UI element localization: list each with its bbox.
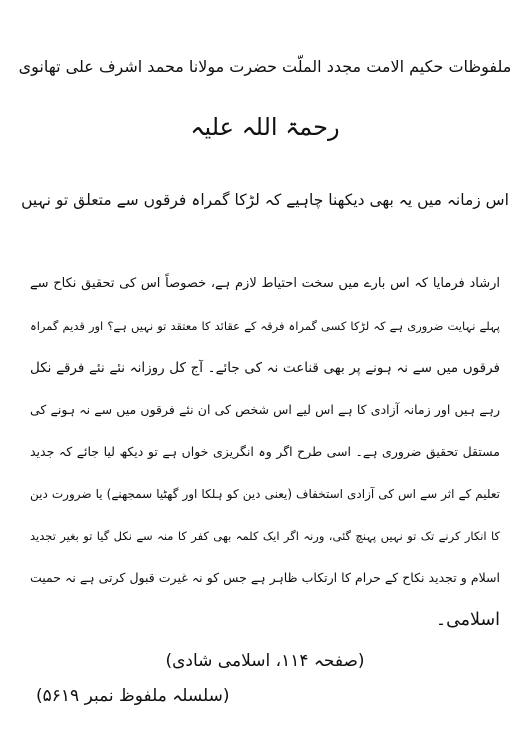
source-reference: (صفحہ ۱۱۴، اسلامی شادی) — [165, 651, 365, 671]
body-line: اسلام و تجدید نکاح کے حرام کا ارتکاب ظاہر ہے جس کو نہ غیرت قبول کرتی ہے نہ حمیت — [30, 570, 500, 585]
body-line: ارشاد فرمایا کہ اس بارے میں سخت احتیاط لازم ہے، خصوصاً اس کی تحقیق نکاح سے — [30, 276, 500, 291]
body-line: اسلامی۔ — [435, 610, 500, 630]
body-line: پہلے نہایت ضروری ہے کہ لڑکا کسی گمراہ فرقہ کے عقائد کا معتقد تو نہیں ہے؟ اور قدیم گمراہ — [30, 319, 500, 333]
body-line: مستقل تحقیق ضروری ہے۔ اسی طرح اگر وہ انگریزی خواں ہے تو دیکھ لیا جائے کہ جدید — [30, 444, 500, 459]
section-heading: اس زمانہ میں یہ بھی دیکھنا چاہیے کہ لڑکا گمراہ فرقوں سے متعلق تو نہیں — [21, 191, 509, 209]
title-line-2: رحمۃ اللہ علیہ — [190, 113, 340, 141]
body-line: رہے ہیں اور زمانہ آزادی کا ہے اس لیے اس شخص کی ان نئے فرقوں میں سے نہ ہونے کی — [30, 402, 500, 417]
body-line: تعلیم کے اثر سے اس کی آزادی استخفاف (یعنی دین کو ہلکا اور گھٹیا سمجھنے) یا ضرورت دین — [30, 487, 500, 501]
series-number: (سلسلہ ملفوظ نمبر ۵۶۱۹) — [36, 686, 230, 706]
body-paragraph — [30, 263, 500, 641]
body-line: فرقوں میں سے نہ ہونے پر بھی قناعت نہ کی جائے۔ آج کل روزانہ نئے نئے فرقے نکل — [30, 360, 500, 376]
body-line: کا انکار کرنے تک تو نہیں پہنچ گئی، ورنہ اگر ایک کلمہ بھی کفر کا منہ سے نکل گیا تو بغیر تجدید — [30, 529, 500, 543]
title-line-1: ملفوظات حکیم الامت مجدد الملّت حضرت مولانا محمد اشرف علی تھانوی — [18, 57, 512, 76]
